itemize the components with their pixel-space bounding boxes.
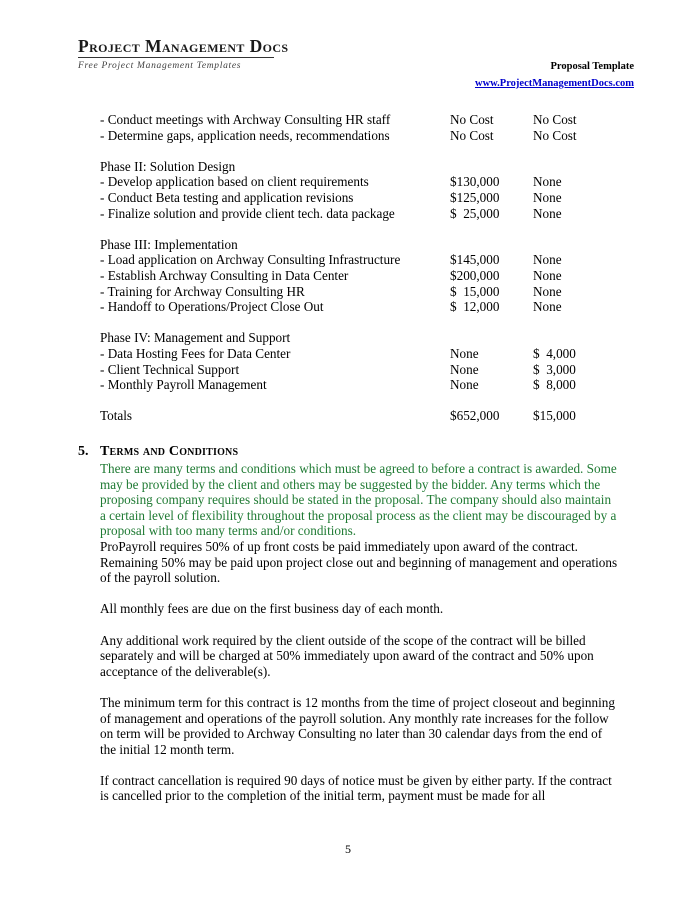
table-row — [100, 284, 620, 300]
table-row — [100, 299, 620, 315]
table-spacer-row — [100, 143, 620, 159]
table-cell-desc: - Conduct meetings with Archway Consulting HR staff — [100, 112, 391, 127]
table-row — [100, 408, 620, 424]
body-paragraph: Any additional work required by the client outside of the scope of the contract will be billed separately and will be charged at 50% immediately upon award of the contract and 50% upon acceptance of the deliverable(s). — [100, 632, 594, 679]
table-cell-desc — [100, 393, 450, 409]
table-cell-c3 — [533, 221, 620, 237]
body-paragraph: If contract cancellation is required 90 days of notice must be given by either party. If the contract is cancelled prior to the completion of the initial term, payment must be made for all — [100, 772, 612, 804]
table-row — [100, 174, 620, 190]
table-cell-desc: - Determine gaps, application needs, recommendations — [100, 127, 390, 143]
section-number: 5. — [78, 444, 89, 459]
table-cell-c2 — [450, 393, 533, 409]
table-cell-desc: Phase IV: Management and Support — [100, 330, 291, 346]
table-row — [100, 330, 620, 346]
table-cell-c3: None — [533, 283, 562, 299]
table-cell-c2: No Cost — [450, 127, 494, 143]
table-cell-c2: $ 12,000 — [450, 299, 500, 315]
table-cell-desc — [100, 315, 450, 331]
table-cell-c2: None — [450, 377, 479, 393]
cost-table-body — [100, 112, 620, 424]
brand-subtitle: Free Project Management Templates — [78, 61, 242, 71]
section-heading — [78, 443, 623, 461]
table-row — [100, 128, 620, 144]
cost-breakdown-section — [100, 112, 620, 424]
table-cell-desc: - Load application on Archway Consulting Infrastructure — [100, 252, 401, 268]
table-cell-c3 — [533, 330, 620, 346]
table-cell-desc — [100, 143, 450, 159]
cost-table — [100, 112, 620, 424]
body-paragraph: ProPayroll requires 50% of up front costs be paid immediately upon award of the contract. Remaining 50% may be paid upon project close out and beginning of management and operations of the payroll solution. — [100, 538, 618, 586]
paragraph-list — [100, 539, 620, 804]
table-cell-c3: $ 3,000 — [533, 361, 576, 377]
table-cell-c3: None — [533, 189, 562, 205]
section-title: Terms and Conditions — [100, 444, 239, 459]
table-cell-desc: Totals — [100, 408, 133, 424]
table-cell-c2 — [450, 159, 533, 175]
table-cell-c3: $ 8,000 — [533, 377, 576, 393]
table-cell-c2: $130,000 — [450, 174, 500, 190]
page-footer — [0, 842, 696, 856]
table-cell-c3: No Cost — [533, 112, 577, 127]
table-row — [100, 112, 620, 128]
table-cell-c3: $15,000 — [533, 408, 576, 424]
table-cell-c3: $ 4,000 — [533, 345, 576, 361]
table-cell-c2 — [450, 143, 533, 159]
body-paragraph: All monthly fees are due on the first business day of each month. — [100, 601, 444, 617]
table-cell-desc: Phase II: Solution Design — [100, 158, 236, 174]
table-cell-c3 — [533, 237, 620, 253]
table-cell-desc: - Handoff to Operations/Project Close Out — [100, 299, 324, 315]
table-cell-c3 — [533, 315, 620, 331]
table-cell-c2: $ 15,000 — [450, 283, 500, 299]
table-spacer-row — [100, 393, 620, 409]
table-cell-c3 — [533, 159, 620, 175]
table-cell-desc: - Establish Archway Consulting in Data Center — [100, 267, 349, 283]
table-cell-c2: $652,000 — [450, 408, 500, 424]
table-cell-c2: None — [450, 361, 479, 377]
table-cell-c3: None — [533, 267, 562, 283]
table-cell-desc: - Monthly Payroll Management — [100, 377, 267, 393]
table-cell-desc: - Data Hosting Fees for Data Center — [100, 345, 291, 361]
table-row — [100, 252, 620, 268]
table-row — [100, 377, 620, 393]
proposal-template-label: Proposal Template — [550, 61, 634, 72]
table-cell-desc: - Conduct Beta testing and application revisions — [100, 189, 354, 205]
table-cell-desc: - Training for Archway Consulting HR — [100, 283, 305, 299]
table-cell-c2 — [450, 237, 533, 253]
table-cell-c2: $125,000 — [450, 189, 500, 205]
table-cell-c3 — [533, 143, 620, 159]
body-paragraph: The minimum term for this contract is 12 months from the time of project closeout and beginning of management and operations of the payroll solution. Any monthly rate increases for the follow on term will be provided to Archway Consulting no later than 30 calendar days from the end of the initial 12 month term. — [100, 694, 615, 757]
table-cell-c2: None — [450, 345, 479, 361]
table-row — [100, 362, 620, 378]
table-cell-c2 — [450, 330, 533, 346]
table-cell-c2: $ 25,000 — [450, 205, 500, 221]
brand-divider — [78, 57, 274, 58]
table-spacer-row — [100, 221, 620, 237]
table-row — [100, 190, 620, 206]
table-cell-c3: None — [533, 252, 562, 268]
table-row — [100, 268, 620, 284]
table-cell-c3: No Cost — [533, 127, 577, 143]
table-spacer-row — [100, 315, 620, 331]
table-cell-c2: No Cost — [450, 112, 494, 127]
instruction-text: There are many terms and conditions which must be agreed to before a contract is awarded. Some may be provided by the client and others may be suggested by the bidder. Any terms which the proposing company requires should be stated in the proposal. The company should also maintain a certain level of flexibility throughout the proposal process as the client may be discouraged by a proposal with too many terms and/or conditions. — [100, 461, 617, 539]
table-cell-c3: None — [533, 299, 562, 315]
table-row — [100, 237, 620, 253]
page-header — [78, 36, 634, 94]
table-cell-c3 — [533, 393, 620, 409]
table-cell-c2: $145,000 — [450, 252, 500, 268]
table-cell-c3: None — [533, 205, 562, 221]
table-cell-desc: - Finalize solution and provide client tech. data package — [100, 205, 395, 221]
header-right-block — [475, 60, 634, 91]
table-cell-desc: Phase III: Implementation — [100, 236, 238, 252]
table-cell-c2 — [450, 221, 533, 237]
table-row — [100, 206, 620, 222]
table-cell-desc: - Client Technical Support — [100, 361, 240, 377]
terms-and-conditions-section — [78, 443, 623, 804]
brand-block — [78, 36, 378, 73]
table-cell-c2 — [450, 315, 533, 331]
brand-title: Project Management Docs — [78, 36, 289, 56]
table-cell-desc: - Develop application based on client requirements — [100, 174, 369, 190]
table-cell-c2: $200,000 — [450, 267, 500, 283]
website-link[interactable]: www.ProjectManagementDocs.com — [474, 78, 634, 89]
table-cell-desc — [100, 221, 450, 237]
table-row — [100, 159, 620, 175]
table-cell-c3: None — [533, 174, 562, 190]
table-row — [100, 346, 620, 362]
page-number: 5 — [345, 842, 351, 856]
section-body — [100, 461, 620, 804]
